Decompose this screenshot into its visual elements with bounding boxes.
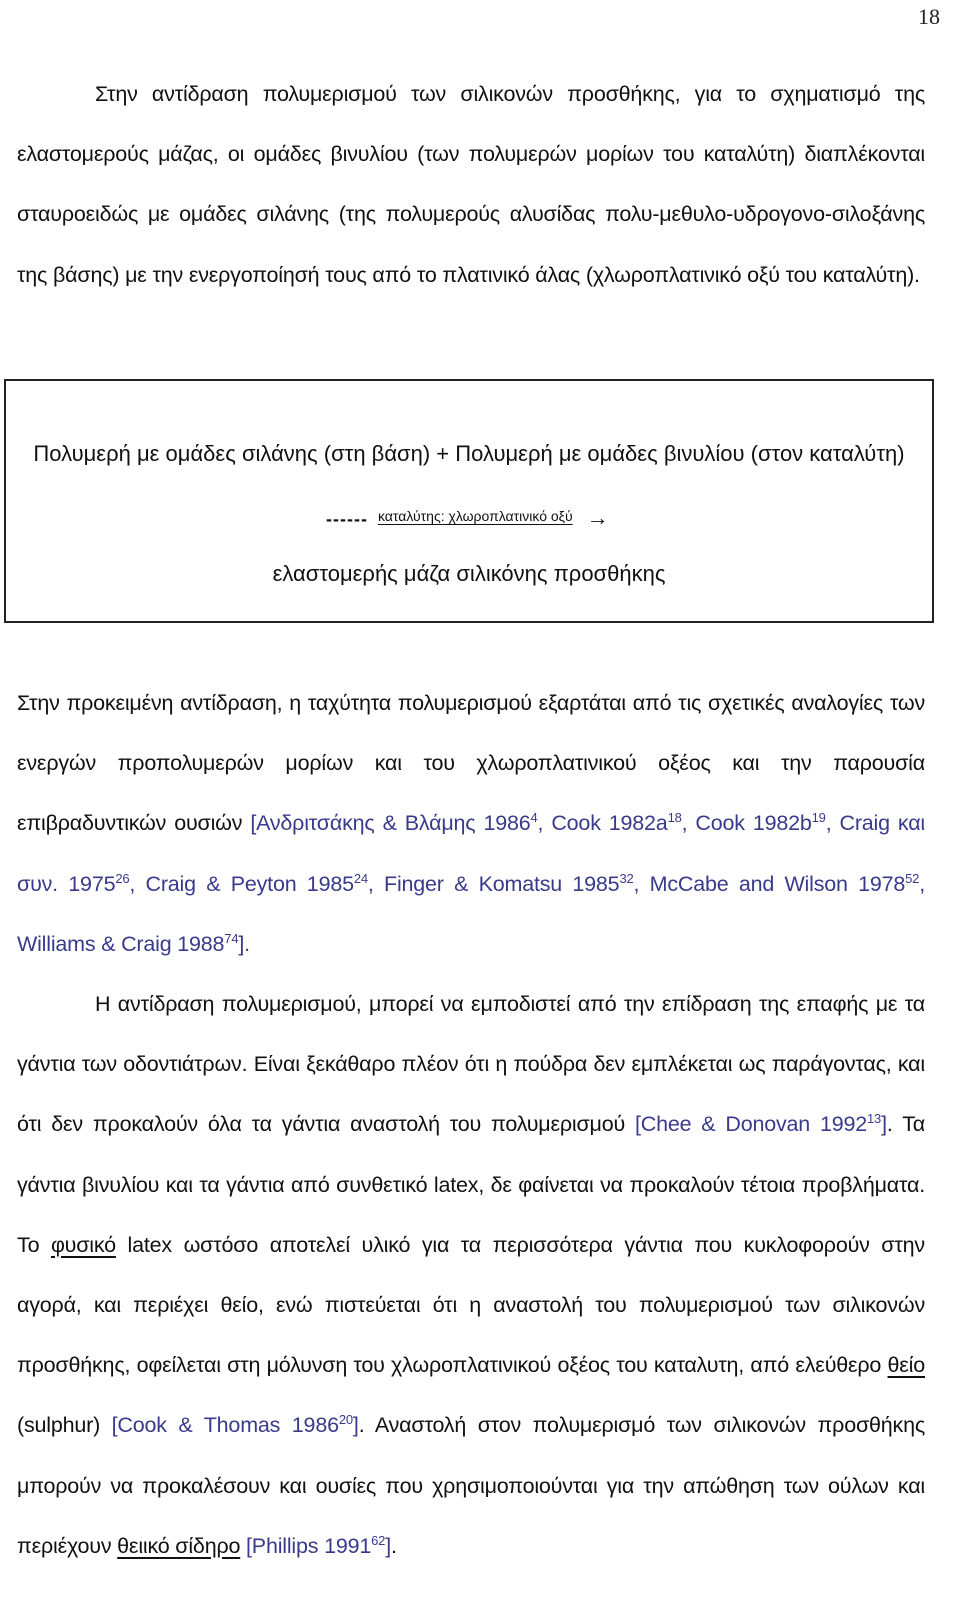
reaction-product: ελαστομερής μάζα σιλικόνης προσθήκης <box>272 561 666 586</box>
text: latex ωστόσο αποτελεί υλικό για τα περισσότερα γάντια που κυκλοφορούν στην αγορά, και περιέχει θείο, ενώ πιστεύεται ότι η αναστολή του πολυμερισμού των σιλικονών προσθήκης, οφείλεται στη μόλυνση του χλωροπλατινικού οξέος του καταλυτη, από ελεύθερο <box>17 1232 925 1378</box>
paragraph-inhibition <box>17 974 925 1576</box>
citation: , Craig & Peyton 1985 <box>129 871 354 896</box>
citation: , Cook 1982a <box>537 811 668 836</box>
citation: , Craig και συν. 1975 <box>17 811 926 896</box>
underlined-term: θειικό σίδηρο <box>117 1533 241 1558</box>
citation-end: ]. <box>238 931 250 956</box>
citation: , Cook 1982b <box>681 811 812 836</box>
citation: , Finger & Komatsu 1985 <box>367 871 620 896</box>
citation: , Williams & Craig 1988 <box>17 871 925 956</box>
reaction-box <box>4 379 934 623</box>
citation-number: 32 <box>619 870 634 886</box>
underlined-term: φυσικό <box>50 1232 116 1257</box>
citation-number: 19 <box>811 810 826 826</box>
reaction-dashes: ------ <box>326 508 368 529</box>
citation: [Ανδριτσάκης & Βλάμης 1986 <box>250 811 531 836</box>
paragraph-rate-text: Στην προκειμένη αντίδραση, η ταχύτητα πολυμερισμού εξαρτάται από τις σχετικές αναλογίες των ενεργών προπολυμερών μορίων και του χλωροπλατινικού οξέος και την παρουσία επιβραδυντικών ουσιών <box>17 691 925 836</box>
citation-number: 4 <box>530 810 538 826</box>
paragraph-intro: Στην αντίδραση πολυμερισμού των σιλικονών προσθήκης, για το σχηματισμό της ελαστομερούς μάζας, οι ομάδες βινυλίου (των πολυμερών μορίων του καταλύτη) διαπλέκονται σταυροειδώς με ομάδες σιλάνης (της πολυμερούς αλυσίδας πολυ-μεθυλο-υδρογονο-σιλοξάνης της βάσης) με την ενεργοποίησή τους από το πλατινικό άλας (χλωροπλατινικό οξύ του καταλύτη). <box>17 82 925 287</box>
text: (sulphur) <box>17 1413 112 1438</box>
reaction-catalyst-line <box>326 503 609 529</box>
citation-number: 18 <box>667 810 682 826</box>
citation: [Chee & Donovan 1992$^{13}$] <box>635 1111 887 1137</box>
citation: , McCabe and Wilson 1978 <box>633 871 906 896</box>
citation: [Cook & Thomas 1986$^{20}$] <box>111 1412 359 1438</box>
page-number: 18 <box>918 4 940 29</box>
citation: [Phillips 1991$^{62}$] <box>246 1532 391 1558</box>
text: Η αντίδραση πολυμερισμού, μπορεί να εμποδιστεί από την επίδραση της επαφής με τα γάντια των οδοντιάτρων. Είναι ξεκάθαρο πλέον ότι η πούδρα δεν εμπλέκεται ως παράγοντας, και ότι δεν προκαλούν όλα τα γάντια αναστολή του πολυμερισμού <box>17 992 925 1137</box>
reaction-reactants: Πολυμερή με ομάδες σιλάνης (στη βάση) + Πολυμερή με ομάδες βινυλίου (στον καταλύτη) <box>33 441 905 466</box>
arrow-right-icon: → <box>586 505 609 530</box>
underlined-term: θείο <box>887 1353 925 1378</box>
paragraph-rate <box>17 673 925 974</box>
text: . Αναστολή στον πολυμερισμό των σιλικονών προσθήκης μπορούν να προκαλέσουν και ουσίες που χρησιμοποιούνται για την απώθηση των ούλων και περιέχουν <box>17 1413 926 1558</box>
text: . Τα γάντια βινυλίου και τα γάντια από συνθετικό latex, δε φαίνεται να προκαλούν τέτοια προβλήματα. Το <box>17 1112 925 1257</box>
citation-number: 74 <box>224 930 239 946</box>
reaction-catalyst: καταλύτης: χλωροπλατινικό οξύ <box>377 508 573 524</box>
text: . <box>390 1533 397 1558</box>
citation-number: 24 <box>353 870 368 886</box>
citation-number: 26 <box>115 870 130 886</box>
citation-number: 52 <box>905 870 920 886</box>
